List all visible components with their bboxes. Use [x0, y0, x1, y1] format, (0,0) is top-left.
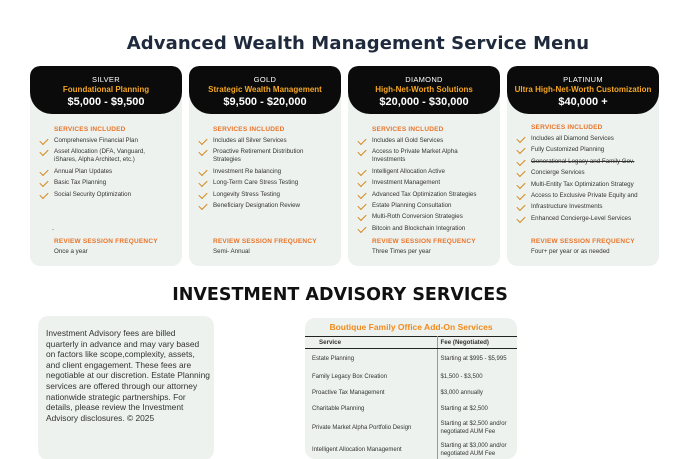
divider-mark: - — [52, 227, 54, 233]
feature-item: Bitcoin and Blockchain Integration — [358, 225, 496, 233]
review-frequency-value: Three Times per year — [372, 248, 431, 255]
check-icon — [357, 178, 366, 187]
feature-item: Social Security Optimization — [40, 191, 178, 199]
check-icon — [198, 136, 207, 145]
review-frequency-value: Semi- Annual — [213, 248, 250, 255]
table-row — [305, 369, 517, 385]
tier-price: $5,000 - $9,500 — [67, 96, 145, 108]
tier-price: $9,500 - $20,000 — [223, 96, 307, 108]
check-icon — [516, 214, 525, 223]
column-header-fee: Fee (Negotiated) — [437, 337, 517, 349]
tier-name: SILVER — [92, 75, 120, 84]
tier-header — [507, 66, 659, 114]
tier-card-diamond — [348, 66, 500, 266]
feature-item: Includes all Silver Services — [199, 137, 337, 145]
service-cell: Charitable Planning — [305, 401, 437, 417]
service-cell: Family Legacy Box Creation — [305, 369, 437, 385]
services-included-label: SERVICES INCLUDED — [54, 126, 126, 133]
feature-item: Includes all Gold Services — [358, 137, 496, 145]
feature-item: Multi-Roth Conversion Strategies — [358, 213, 496, 221]
feature-item: Investment Re balancing — [199, 168, 337, 176]
fees-disclosure-box — [38, 316, 214, 459]
fee-cell: Starting at $2,500 and/or negotiated AUM Fee — [440, 420, 507, 435]
addon-services-box — [305, 318, 517, 459]
check-icon — [516, 168, 525, 177]
fees-disclosure-text: Investment Advisory fees are billed quarterly in advance and may vary based on factors like scope,complexity, assets, and client engagement. These fees are negotiable at our discretion. Estate Planning services are offered through our attorney nationwide strategic partnerships. For details, please review the Investment Advisory disclosures. © 2025 — [46, 328, 210, 423]
feature-list — [517, 135, 655, 226]
check-icon — [39, 178, 48, 187]
check-icon — [357, 136, 366, 145]
check-icon — [516, 191, 525, 200]
feature-item: Asset Allocation (DFA, Vanguard, iShares, Alpha Architect, etc.) — [40, 148, 158, 164]
feature-item: Multi-Entity Tax Optimization Strategy — [517, 181, 655, 189]
check-icon — [198, 178, 207, 187]
feature-item: Enhanced Concierge-Level Services — [517, 215, 655, 223]
check-icon — [39, 167, 48, 176]
tier-card-platinum — [507, 66, 659, 266]
check-icon — [516, 202, 525, 211]
table-row — [305, 439, 517, 459]
tier-card-gold — [189, 66, 341, 266]
table-row — [305, 417, 517, 439]
feature-item: Annual Plan Updates — [40, 168, 178, 176]
check-icon — [516, 179, 525, 188]
tier-price: $40,000 + — [558, 96, 608, 108]
tier-price: $20,000 - $30,000 — [379, 96, 469, 108]
fee-cell: $3,000 annually — [440, 389, 483, 396]
review-frequency-label: REVIEW SESSION FREQUENCY — [54, 238, 158, 245]
review-frequency-label: REVIEW SESSION FREQUENCY — [372, 238, 476, 245]
tier-subtitle: Foundational Planning — [62, 85, 150, 94]
feature-item: Longevity Stress Testing — [199, 191, 337, 199]
feature-list — [199, 137, 337, 213]
feature-item: Generational Legacy and Family Gov. — [517, 158, 655, 166]
service-cell: Intelligent Allocation Management — [305, 439, 437, 459]
feature-item: Proactive Retirement Distribution Strategies — [199, 148, 329, 164]
check-icon — [357, 147, 366, 156]
feature-item: Comprehensive Financial Plan — [40, 137, 178, 145]
fee-cell: Starting at $995 - $5,995 — [440, 355, 507, 362]
check-icon — [516, 157, 525, 166]
feature-item: Investment Management — [358, 179, 496, 187]
tier-header — [348, 66, 500, 114]
feature-item: Access to Private Market Alpha Investments — [358, 148, 484, 164]
check-icon — [516, 134, 525, 143]
page-title: Advanced Wealth Management Service Menu — [126, 33, 590, 54]
feature-item: Access to Exclusive Private Equity and — [517, 192, 655, 200]
addon-title: Boutique Family Office Add-On Services — [329, 322, 493, 332]
review-frequency-label: REVIEW SESSION FREQUENCY — [531, 238, 635, 245]
check-icon — [198, 147, 207, 156]
table-row — [305, 385, 517, 401]
services-included-label: SERVICES INCLUDED — [531, 124, 603, 131]
feature-item: Beneficiary Designation Review — [199, 202, 337, 210]
fee-cell: Starting at $2,500 — [440, 405, 488, 412]
fee-cell: $1,500 - $3,500 — [440, 373, 483, 380]
feature-item: Intelligent Allocation Active — [358, 168, 496, 176]
tier-subtitle: High-Net-Worth Solutions — [375, 85, 473, 94]
tier-name: PLATINUM — [563, 75, 603, 84]
table-row — [305, 401, 517, 417]
feature-item: Long-Term Care Stress Testing — [199, 179, 337, 187]
tier-subtitle: Ultra High-Net-Worth Customization — [514, 85, 652, 94]
fee-cell: Starting at $3,000 and/or negotiated AUM Fee — [440, 442, 507, 457]
tier-name: GOLD — [253, 75, 277, 84]
column-header-service: Service — [305, 337, 437, 349]
check-icon — [39, 147, 48, 156]
feature-item: Estate Planning Consultation — [358, 202, 496, 210]
services-included-label: SERVICES INCLUDED — [372, 126, 444, 133]
check-icon — [198, 167, 207, 176]
tier-header — [189, 66, 341, 114]
table-row — [305, 349, 517, 369]
check-icon — [198, 189, 207, 198]
feature-item: Infrastructure Investments — [517, 203, 655, 211]
review-frequency-value: Once a year — [54, 248, 88, 255]
tier-name: DIAMOND — [405, 75, 443, 84]
service-cell: Proactive Tax Management — [305, 385, 437, 401]
check-icon — [198, 201, 207, 210]
feature-item: Advanced Tax Optimization Strategies — [358, 191, 496, 199]
services-included-label: SERVICES INCLUDED — [213, 126, 285, 133]
check-icon — [39, 189, 48, 198]
feature-list — [358, 137, 496, 236]
table-header-row — [305, 337, 517, 349]
check-icon — [357, 167, 366, 176]
feature-item: Fully Customized Planning — [517, 146, 655, 154]
section-title: INVESTMENT ADVISORY SERVICES — [172, 285, 508, 305]
service-cell: Private Market Alpha Portfolio Design — [305, 417, 437, 439]
check-icon — [357, 224, 366, 233]
feature-item: Concierge Services — [517, 169, 655, 177]
feature-list — [40, 137, 178, 202]
check-icon — [39, 136, 48, 145]
feature-item: Basic Tax Planning — [40, 179, 178, 187]
tier-header — [30, 66, 182, 114]
check-icon — [516, 145, 525, 154]
tier-subtitle: Strategic Wealth Management — [208, 85, 322, 94]
tier-card-silver — [30, 66, 182, 266]
review-frequency-label: REVIEW SESSION FREQUENCY — [213, 238, 317, 245]
feature-item: Includes all Diamond Services — [517, 135, 655, 143]
check-icon — [357, 189, 366, 198]
service-cell: Estate Planning — [305, 349, 437, 369]
addon-table — [305, 336, 517, 459]
check-icon — [357, 212, 366, 221]
review-frequency-value: Four+ per year or as needed — [531, 248, 610, 255]
check-icon — [357, 201, 366, 210]
